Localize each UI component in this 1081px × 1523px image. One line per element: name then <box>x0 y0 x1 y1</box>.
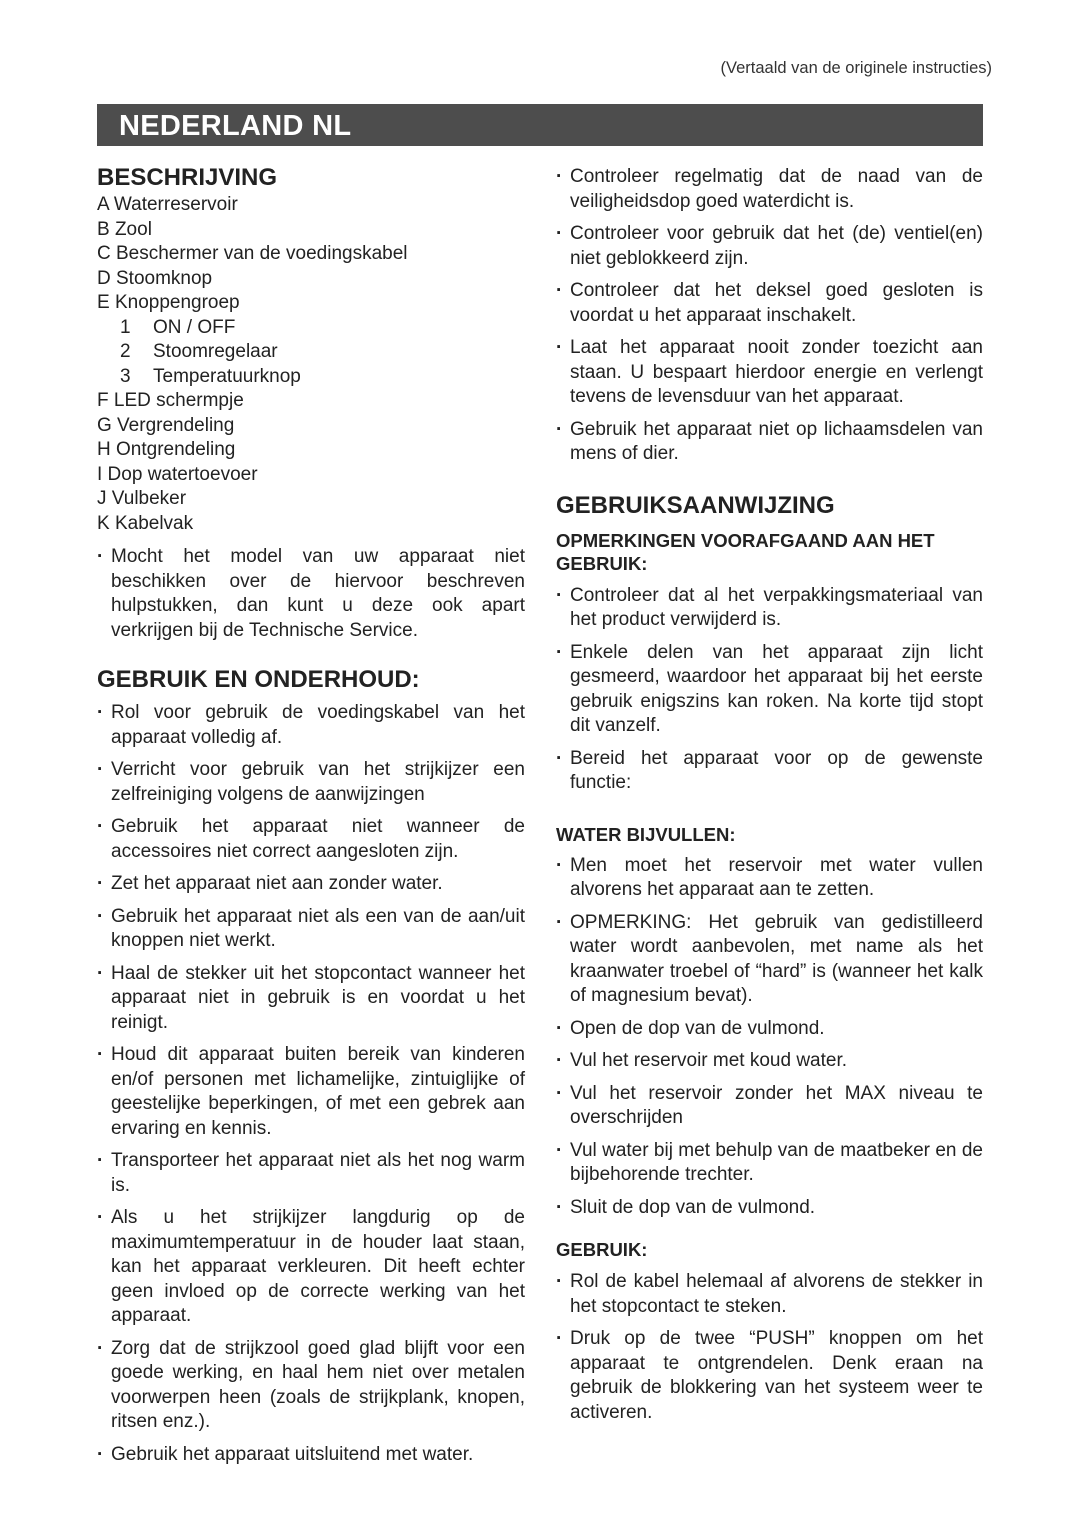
list-item: · Open de dop van de vulmond. <box>556 1017 983 1042</box>
list-item: · Controleer regelmatig dat de naad van de veiligheidsdop goed waterdicht is. <box>556 165 983 214</box>
list-item: · Druk op de twee “PUSH” knoppen om het apparaat te ontgrendelen. Denk eraan na gebruik de blokkering van het systeem weer te activeren. <box>556 1327 983 1425</box>
water-fill-list <box>556 854 983 1221</box>
list-item: · Sluit de dop van de vulmond. <box>556 1196 983 1221</box>
list-item: · Rol de kabel helemaal af alvorens de stekker in het stopcontact te steken. <box>556 1270 983 1319</box>
list-item: · Laat het apparaat nooit zonder toezicht aan staan. U bespaart hierdoor energie en verlengt tevens de levensduur van het apparaat. <box>556 336 983 410</box>
description-note: · Mocht het model van uw apparaat niet beschikken over de hiervoor beschreven hulpstukken, dan kunt u deze ook apart verkrijgen bij de Technische Service. <box>97 545 525 643</box>
list-item: · Vul het reservoir zonder het MAX niveau te overschrijden <box>556 1082 983 1131</box>
description-item: B Zool <box>97 218 152 240</box>
use-maintenance-list <box>97 701 525 1467</box>
list-item: · Men moet het reservoir met water vullen alvorens het apparaat aan te zetten. <box>556 854 983 903</box>
description-subitem: 1 ON / OFF <box>120 316 236 338</box>
use-maintenance-heading: GEBRUIK EN ONDERHOUD: <box>97 666 420 693</box>
list-item: · Als u het strijkijzer langdurig op de maximumtemperatuur in de houder laat staan, kan het apparaat verkleuren. Dit heeft echter geen invloed op de correcte werking van het apparaat. <box>97 1206 525 1329</box>
description-item: K Kabelvak <box>97 512 194 534</box>
list-item: · Zet het apparaat niet aan zonder water. <box>97 872 525 897</box>
list-item: · Zorg dat de strijkzool goed glad blijft voor een goede werking, en haal hem niet over metalen voorwerpen heen (zoals de strijkplank, knopen, ritsen enz.). <box>97 1337 525 1435</box>
list-item: · Verricht voor gebruik van het strijkijzer een zelfreiniging volgens de aanwijzingen <box>97 758 525 807</box>
list-item: · OPMERKING: Het gebruik van gedistilleerd water wordt aanbevolen, met name als het kraanwater troebel of “hard” is (wanneer het kalk of magnesium bevat). <box>556 911 983 1009</box>
translation-note: (Vertaald van de originele instructies) <box>720 59 992 77</box>
list-item: · Houd dit apparaat buiten bereik van kinderen en/of personen met lichamelijke, zintuiglijke of geestelijke beperkingen, of met een gebrek aan ervaring en kennis. <box>97 1043 525 1141</box>
list-item: · Vul het reservoir met koud water. <box>556 1049 983 1074</box>
list-item: · Controleer dat al het verpakkingsmateriaal van het product verwijderd is. <box>556 584 983 633</box>
description-item: E Knoppengroep <box>97 292 240 313</box>
description-item: F LED schermpje <box>97 390 244 411</box>
left-column <box>97 163 525 1467</box>
list-item: · Enkele delen van het apparaat zijn licht gesmeerd, waardoor het apparaat bij het eerste gebruik enigszins kan roken. Na korte tijd stopt dit vanzelf. <box>556 641 983 739</box>
banner-title: NEDERLAND NL <box>119 110 352 142</box>
water-fill-heading: WATER BIJVULLEN: <box>556 823 736 845</box>
description-item: C Beschermer van de voedingskabel <box>97 243 408 264</box>
description-item: G Vergrendeling <box>97 414 235 436</box>
list-item: · Gebruik het apparaat niet wanneer de accessoires niet correct aangesloten zijn. <box>97 815 525 864</box>
list-item: · Rol voor gebruik de voedingskabel van het apparaat volledig af. <box>97 701 525 750</box>
list-item: · Controleer voor gebruik dat het (de) ventiel(en) niet geblokkeerd zijn. <box>556 222 983 271</box>
description-item: I Dop watertoevoer <box>97 463 258 485</box>
language-banner <box>97 104 983 146</box>
list-item: · Controleer dat het deksel goed gesloten is voordat u het apparaat inschakelt. <box>556 279 983 328</box>
description-list <box>97 193 525 536</box>
list-item: · Gebruik het apparaat niet op lichaamsdelen van mens of dier. <box>556 418 983 467</box>
list-item: · Bereid het apparaat voor op de gewenste functie: <box>556 747 983 796</box>
list-item: · Gebruik het apparaat niet als een van de aan/uit knoppen niet werkt. <box>97 905 525 954</box>
preliminary-list <box>556 584 983 796</box>
description-item: D Stoomknop <box>97 267 213 289</box>
list-item: · Haal de stekker uit het stopcontact wanneer het apparaat niet in gebruik is en voordat u het reinigt. <box>97 962 525 1036</box>
instructions-heading: GEBRUIKSAANWIJZING <box>556 491 835 519</box>
description-heading: BESCHRIJVING <box>97 164 278 191</box>
description-subitem: 3 Temperatuurknop <box>120 365 301 387</box>
right-column <box>556 165 983 1425</box>
description-item: H Ontgrendeling <box>97 439 236 460</box>
safety-list <box>556 165 983 467</box>
description-item: J Vulbeker <box>97 488 187 509</box>
list-item: · Transporteer het apparaat niet als het nog warm is. <box>97 1149 525 1198</box>
usage-list <box>556 1270 983 1425</box>
usage-heading: GEBRUIK: <box>556 1239 648 1260</box>
description-item: A Waterreservoir <box>97 194 238 215</box>
list-item: · Gebruik het apparaat uitsluitend met water. <box>97 1443 525 1468</box>
description-subitem: 2 Stoomregelaar <box>120 341 278 362</box>
list-item: · Vul water bij met behulp van de maatbeker en de bijbehorende trechter. <box>556 1139 983 1188</box>
preliminary-heading: OPMERKINGEN VOORAFGAAND AAN HET GEBRUIK: <box>556 529 935 574</box>
